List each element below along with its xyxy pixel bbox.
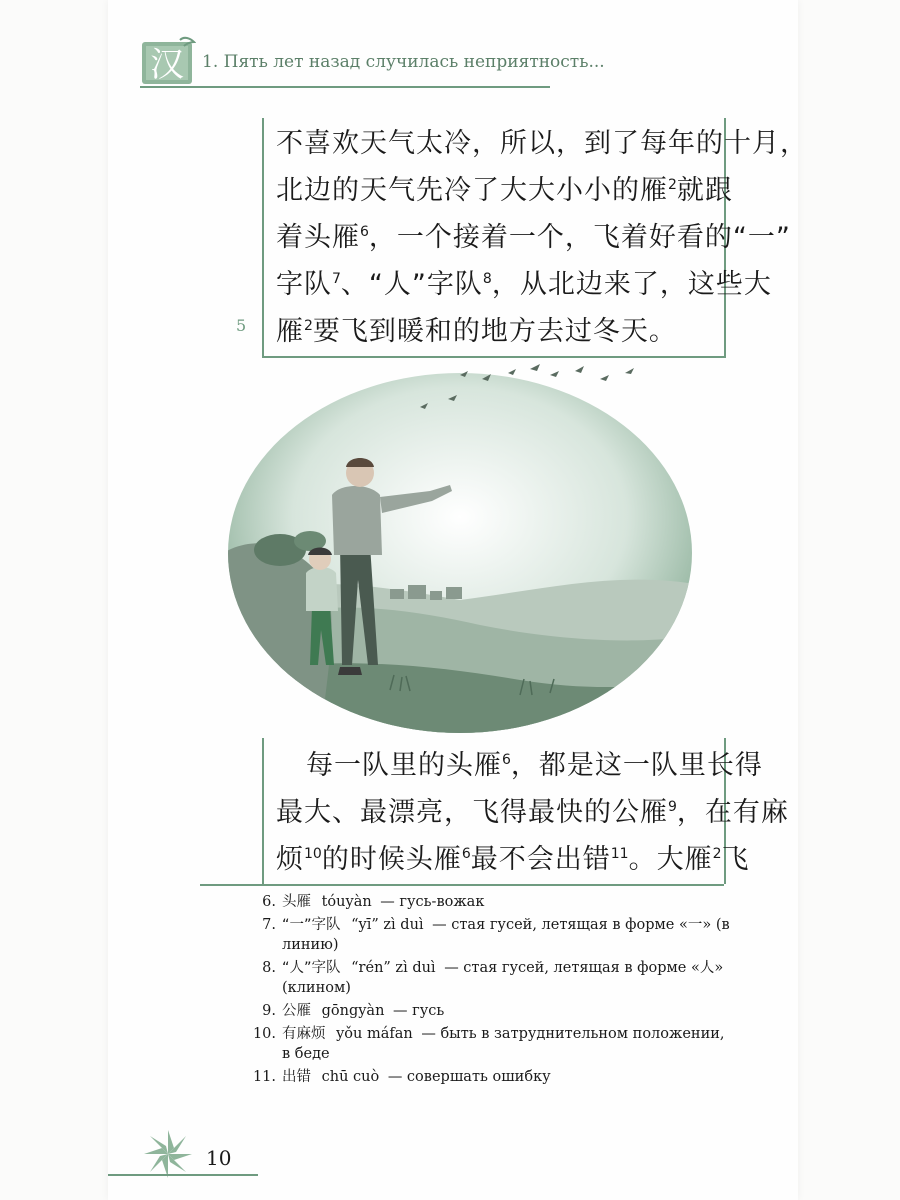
text-line [276,167,808,214]
text-segment: 雁 [276,316,304,347]
text-segment: 北边的天气先冷了大大小小的雁 [276,175,668,206]
footnote-marker: 7 [332,271,341,287]
text-segment: ，都是这一队里长得 [510,750,763,781]
text-line [276,789,789,836]
footnote-term: “一”字队 [282,917,341,933]
text-segment: 飞 [721,844,750,875]
footnote-item [250,958,730,998]
footnote-marker: 9 [668,799,677,815]
footnote-marker: 6 [461,846,471,862]
footnote-term: 头雁 [282,894,311,910]
leaf-ornament-icon [142,1128,194,1180]
footnote-pinyin: “yī” zì duì [351,917,424,933]
text-frame-bottom-rule [200,884,724,886]
text-segment: 就跟 [676,175,733,206]
text-segment: 、“人”字队 [340,269,483,300]
text-segment: ，一个接着一个，飞着好看的“一” [368,222,791,253]
footnote-pinyin: chū cuò [321,1069,380,1085]
footnote-pinyin: gōngyàn [321,1003,385,1019]
footnote-marker: 10 [304,846,322,862]
footnote-marker: 11 [610,846,629,862]
text-segment: 最不会出错 [470,844,611,875]
footnote-item [250,915,730,955]
footnote-number: 6. [262,894,276,910]
footer-rule [108,1174,258,1176]
footnote-marker: 2 [304,318,313,334]
vocabulary-footnotes [250,892,730,1090]
text-segment: 的时候头雁 [321,844,462,875]
footnote-number: 9. [262,1003,276,1019]
footnote-meaning: — совершать ошибку [387,1069,551,1085]
footnote-meaning: — гусь [393,1003,445,1019]
page-number: 10 [206,1146,232,1170]
father-son-geese-illustration [220,345,700,740]
footnote-item [250,1067,730,1087]
footnote-number: 11. [252,1069,276,1085]
text-line [276,120,808,167]
chinese-character-logo-icon [140,36,196,88]
text-segment: 要飞到暖和的地方去过冬天。 [312,316,677,347]
footnote-pinyin: “rén” zì duì [351,960,436,976]
footnote-item [250,892,730,912]
footnote-item [250,1001,730,1021]
logo-glyph: 汉 [150,45,184,85]
text-line [276,261,808,308]
chinese-text-top [276,120,808,355]
text-segment: 不喜欢天气太冷，所以，到了每年的十月， [276,128,808,159]
chapter-title: 1. Пять лет назад случилась неприятность... [202,52,605,72]
chapter-header [140,36,605,92]
text-segment: 最大、最漂亮，飞得最快的公雁 [276,797,668,828]
footnote-number: 7. [262,917,276,933]
footnote-pinyin: yǒu máfan [336,1026,413,1042]
footnote-pinyin: tóuyàn [321,894,372,910]
footnote-item [250,1024,730,1064]
text-segment: ，从北边来了，这些大 [491,269,772,300]
footnote-meaning: — стая гусей, летящая в форме «人» (клином) [282,960,724,996]
footnote-marker: 2 [712,846,722,862]
footnote-marker: 6 [360,224,369,240]
text-segment: 着头雁 [276,222,360,253]
text-line [276,836,789,883]
footnote-term: “人”字队 [282,960,341,976]
footnote-number: 10. [252,1026,276,1042]
footnote-marker: 8 [482,271,492,287]
footnote-meaning: — гусь-вожак [380,894,485,910]
chinese-text-bottom [276,742,789,883]
text-segment: 。大雁 [628,844,713,875]
footnote-number: 8. [262,960,276,976]
text-segment: ，在有麻 [676,797,789,828]
footnote-term: 出错 [282,1069,311,1085]
footnote-term: 公雁 [282,1003,311,1019]
footnote-marker: 2 [668,177,677,193]
footnote-meaning: — быть в затруднительном положении, в беде [282,1026,725,1062]
footnote-marker: 6 [502,752,511,768]
text-line [276,214,808,261]
text-segment: 每一队里的头雁 [306,750,502,781]
line-number: 5 [236,316,247,335]
text-line [276,742,789,789]
text-segment: 烦 [276,844,304,875]
footnote-meaning: — стая гусей, летящая в форме «一» (в линию) [282,917,730,953]
header-rule [140,86,550,88]
text-segment: 字队 [276,269,332,300]
footnote-term: 有麻烦 [282,1026,326,1042]
